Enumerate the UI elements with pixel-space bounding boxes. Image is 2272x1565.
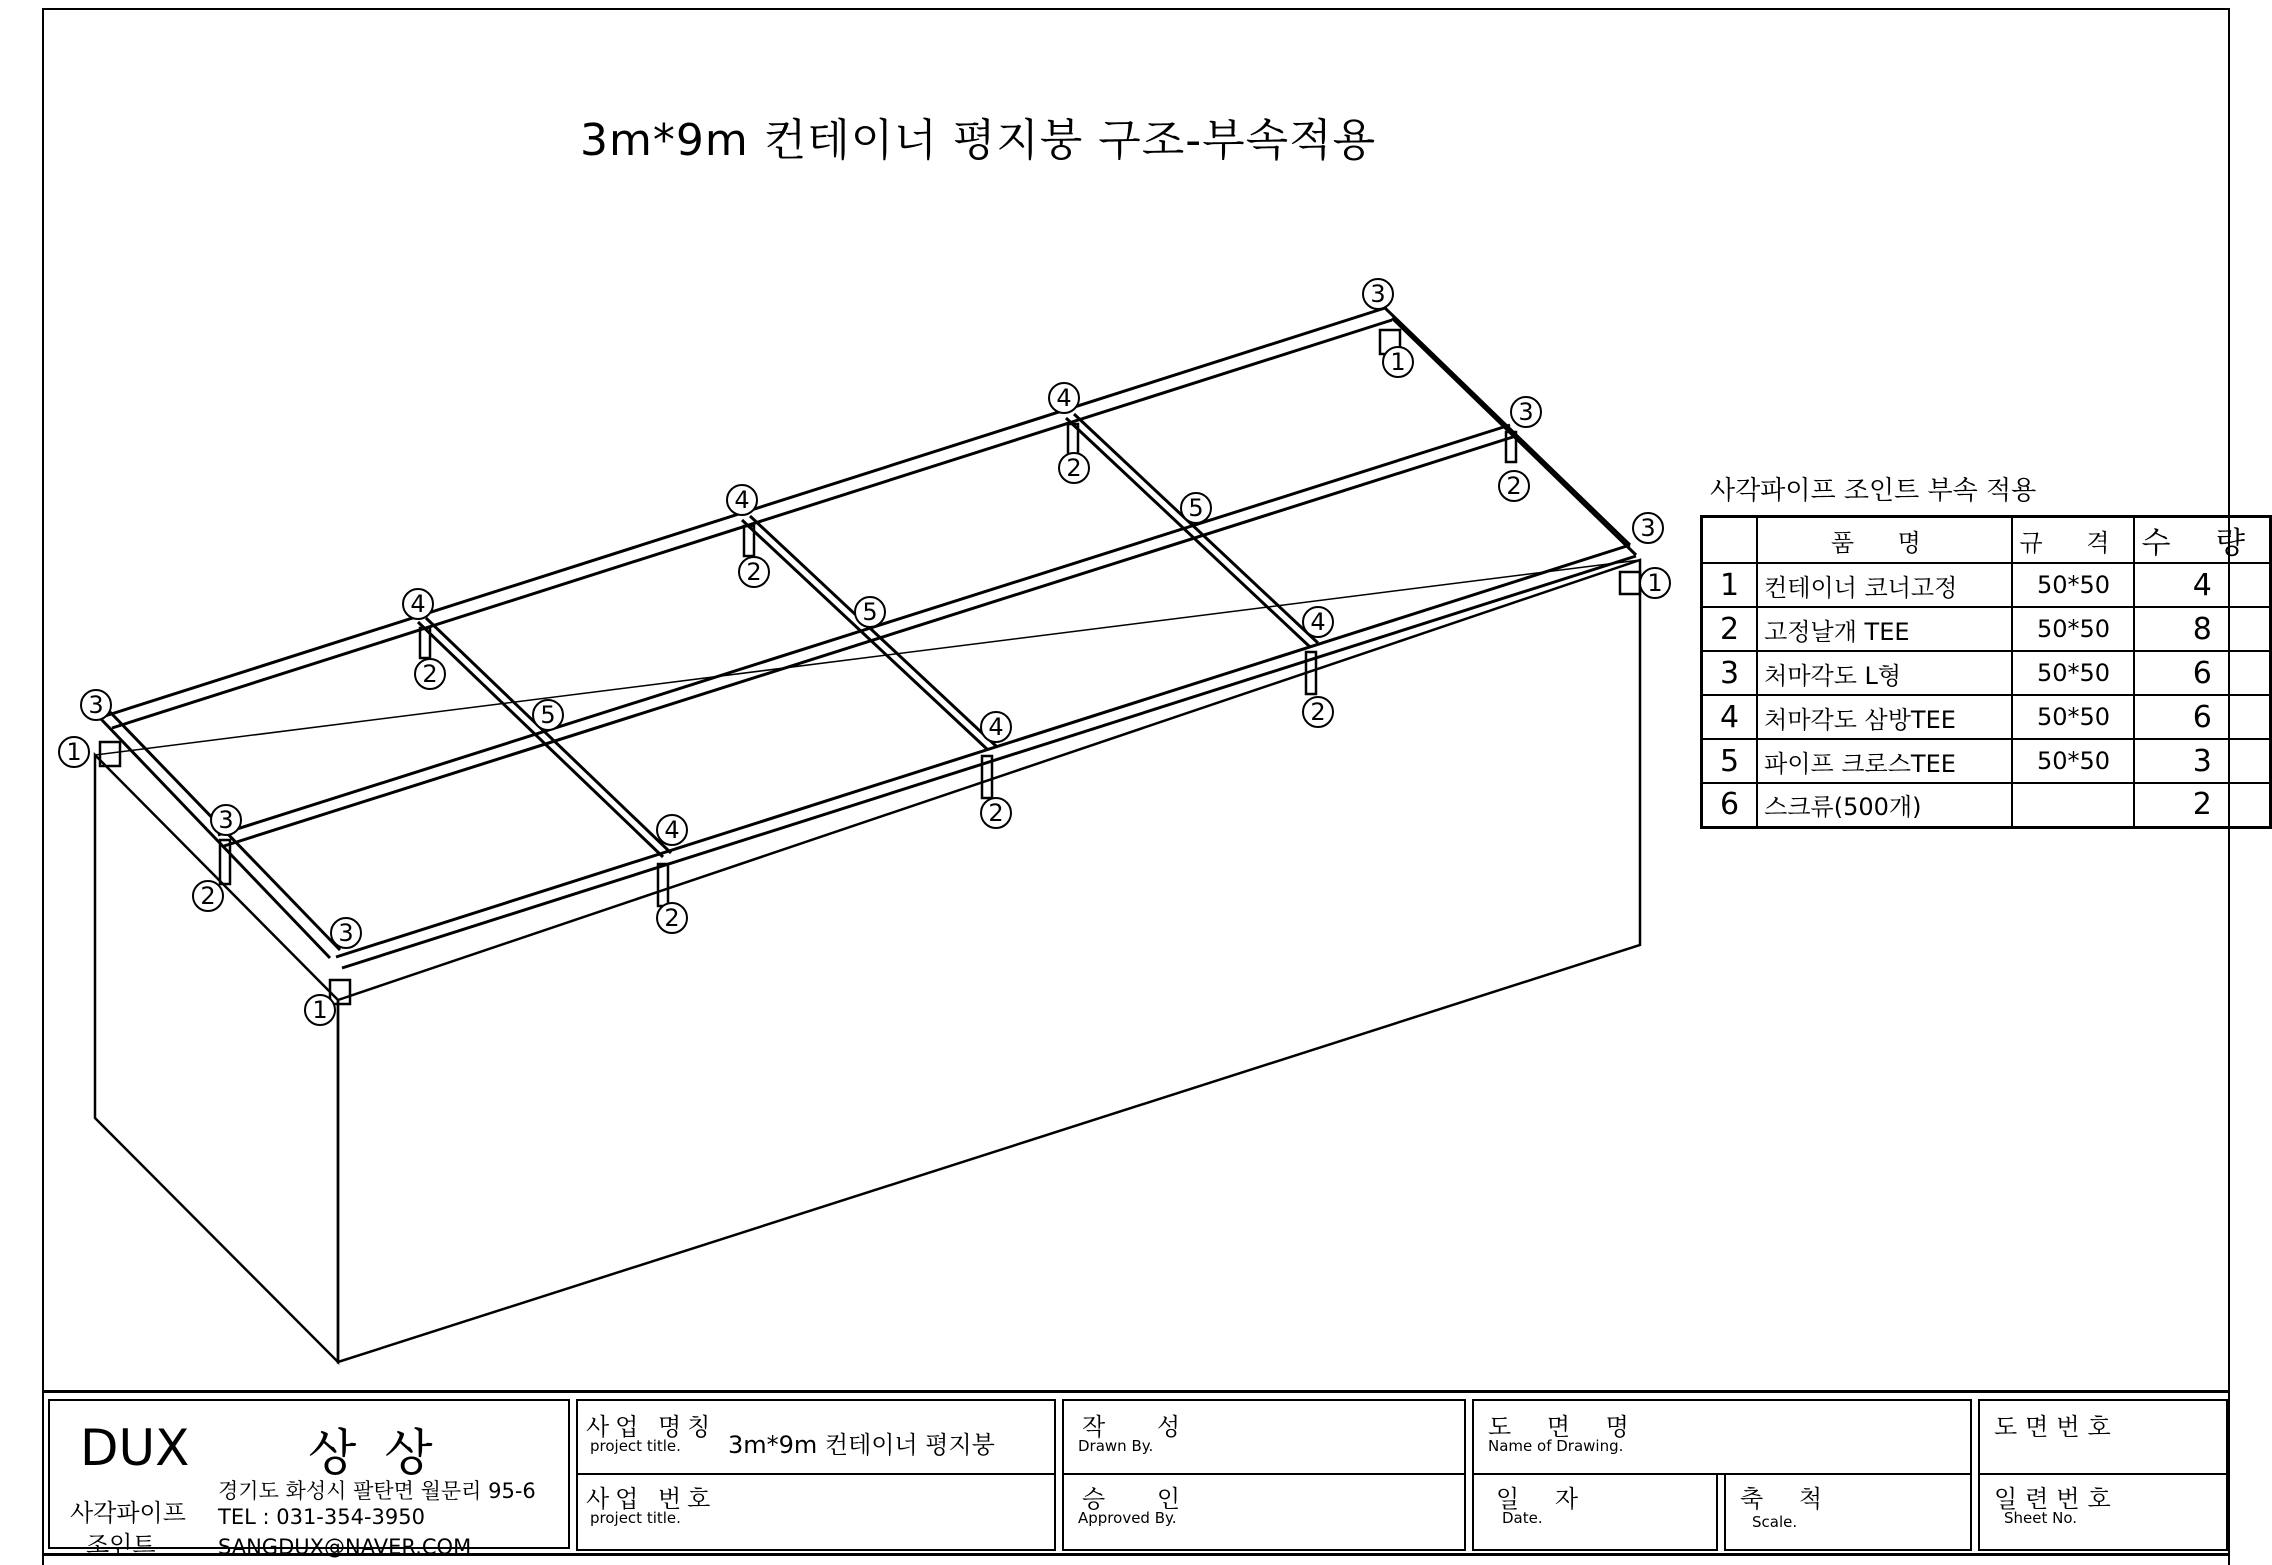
row-qty: 4 [2134,563,2270,607]
date-cell [1472,1475,1718,1551]
project-no-cell [576,1475,1056,1551]
header-spec: 규 격 [2012,517,2134,564]
table-row [1702,695,2271,739]
drawing-name-sub: Name of Drawing. [1488,1437,1624,1455]
approved-by-cell [1062,1475,1466,1551]
row-qty: 6 [2134,651,2270,695]
row-qty: 3 [2134,739,2270,783]
parts-table [1700,515,2272,829]
drawing-name-cell [1472,1399,1972,1475]
drawing-name-label: 도 면 명 [1488,1413,1643,1441]
sheet-no-sub: Sheet No. [2004,1509,2078,1527]
drawn-by-cell [1062,1399,1466,1475]
part-callout-number: 2 [1310,698,1326,726]
part-callout-number: 5 [862,598,878,626]
row-spec: 50*50 [2012,563,2134,607]
row-name: 파이프 크로스TEE [1757,739,2012,783]
part-callout-number: 1 [312,996,328,1024]
header-qty: 수 량 [2134,517,2270,564]
part-callout-number: 5 [540,701,556,729]
date-label: 일 자 [1496,1485,1592,1513]
part-callout-number: 3 [88,691,104,719]
part-callout-number: 3 [218,806,234,834]
part-callout-number: 2 [1506,472,1522,500]
row-no: 2 [1702,607,1758,651]
part-callout-number: 4 [988,713,1004,741]
approved-sub: Approved By. [1078,1509,1177,1527]
row-no: 4 [1702,695,1758,739]
part-callout-number: 4 [664,816,680,844]
row-spec: 50*50 [2012,695,2134,739]
part-callout-number: 2 [1066,454,1082,482]
project-no-label: 사업 번호 [586,1485,717,1513]
row-no: 6 [1702,783,1758,827]
row-spec: 50*50 [2012,739,2134,783]
drawing-no-cell [1978,1399,2228,1475]
drawn-label: 작 성 [1082,1413,1202,1441]
table-row [1702,783,2271,827]
sheet-no-cell [1978,1475,2228,1551]
drawing-no-label: 도면번호 [1994,1413,2119,1441]
sheet-no-label: 일련번호 [1994,1485,2119,1513]
table-row [1702,607,2271,651]
header-no [1702,517,1758,564]
container-end-face [95,755,338,1362]
row-qty: 2 [2134,783,2270,827]
part-callout-number: 1 [1647,569,1663,597]
part-callout-number: 4 [410,590,426,618]
company-email: SANGDUX@NAVER.COM [218,1535,472,1559]
part-callout-number: 3 [338,919,354,947]
project-no-sub: project title. [590,1509,681,1527]
row-name: 처마각도 L형 [1757,651,2012,695]
part-callout-number: 4 [734,486,750,514]
part-callout-number: 3 [1370,280,1386,308]
project-name-value: 3m*9m 컨테이너 평지붕 [728,1431,995,1459]
part-callout-number: 5 [1188,494,1204,522]
part-callout-number: 2 [988,799,1004,827]
row-name: 컨테이너 코너고정 [1757,563,2012,607]
part-callout-number: 4 [1310,608,1326,636]
row-no: 3 [1702,651,1758,695]
project-name-sub: project title. [590,1437,681,1455]
row-name: 고정날개 TEE [1757,607,2012,651]
date-sub: Date. [1502,1509,1543,1527]
part-callout-number: 2 [200,882,216,910]
row-qty: 8 [2134,607,2270,651]
row-name: 처마각도 삼방TEE [1757,695,2012,739]
row-qty: 6 [2134,695,2270,739]
brand-logo-text: DUX [80,1419,190,1477]
parts-table-header [1702,517,2271,564]
row-no: 5 [1702,739,1758,783]
drawing-title: 3m*9m 컨테이너 평지붕 구조-부속적용 [580,115,1377,166]
part-callout-number: 3 [1518,398,1534,426]
row-spec [2012,783,2134,827]
company-sub2: 조인트 [86,1531,156,1559]
table-row [1702,739,2271,783]
table-row [1702,563,2271,607]
part-callout-number: 2 [746,558,762,586]
approved-label: 승 인 [1082,1485,1202,1513]
row-spec: 50*50 [2012,651,2134,695]
header-name: 품 명 [1757,517,2012,564]
container-corner-fixings [100,330,1640,1004]
project-name-label: 사업 명칭 [586,1413,717,1441]
row-spec: 50*50 [2012,607,2134,651]
part-callout-number: 2 [664,904,680,932]
company-name: 상 상 [308,1424,439,1482]
project-name-cell [576,1399,1056,1475]
part-callout-number: 4 [1056,384,1072,412]
part-callout-number: 1 [66,738,82,766]
title-block [42,1390,2230,1559]
company-sub1: 사각파이프 [70,1499,186,1527]
company-cell [48,1399,570,1559]
company-tel: TEL : 031-354-3950 [218,1505,425,1529]
row-no: 1 [1702,563,1758,607]
parts-table-caption: 사각파이프 조인트 부속 적용 [1710,476,2037,506]
scale-cell [1724,1475,1972,1551]
drawn-sub: Drawn By. [1078,1437,1154,1455]
row-name: 스크류(500개) [1757,783,2012,827]
part-callout-number: 3 [1640,514,1656,542]
part-callout-number: 1 [1390,348,1406,376]
container-front-face [338,560,1640,1362]
part-callout-number: 2 [422,660,438,688]
scale-label: 축 척 [1740,1485,1836,1513]
scale-sub: Scale. [1752,1513,1798,1531]
table-row [1702,651,2271,695]
company-address: 경기도 화성시 팔탄면 월문리 95-6 [218,1479,536,1503]
container-top-back-edge [95,560,1640,755]
